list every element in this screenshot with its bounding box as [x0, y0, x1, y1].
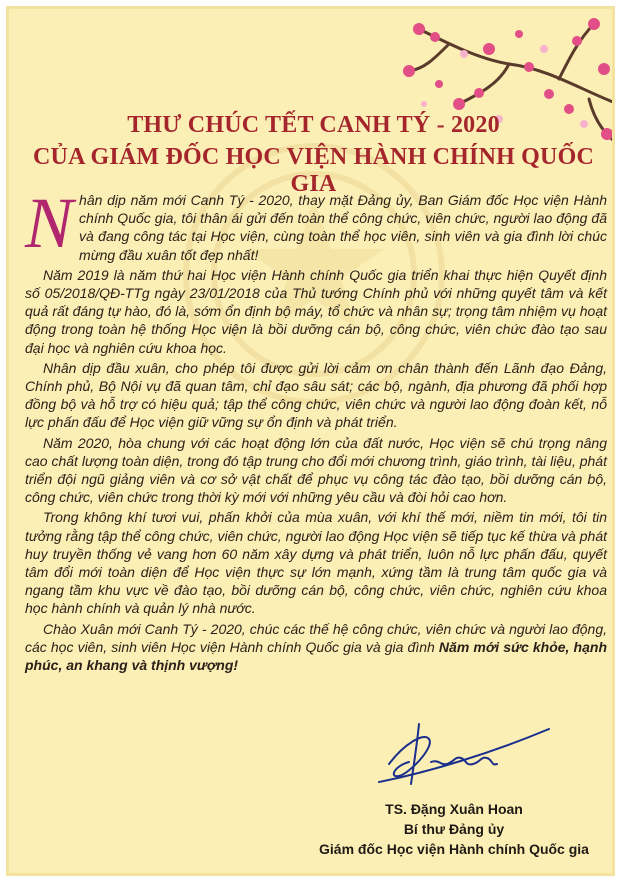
signature-block	[299, 799, 609, 859]
handwritten-signature-icon	[369, 714, 559, 794]
greeting-card	[6, 6, 615, 876]
paragraph-6	[25, 620, 607, 675]
paragraph-1-text: hân dịp năm mới Canh Tý - 2020, thay mặt Đảng ủy, Ban Giám đốc Học viện Hành chính Quốc gia, tôi thân ái gửi đến toàn thể công chức, viên chức, người lao động đã và đang công tác tại Học viện, cùng toàn thể học viên, sinh viên và gia đình lời chúc mừng đầu xuân tốt đẹp nhất!	[79, 192, 607, 263]
paragraph-3: Nhân dịp đầu xuân, cho phép tôi được gửi lời cảm ơn chân thành đến Lãnh đạo Đảng, Chính phủ, Bộ Nội vụ đã quan tâm, chỉ đạo sâu sát; các bộ, ngành, địa phương đã phối hợp đồng bộ và hỗ trợ có hiệu quả; tập thể công chức, viên chức và người lao động đoàn kết, nỗ lực phấn đấu để Học viện giữ vững sự ổn định và phát triển.	[25, 359, 607, 431]
paragraph-4: Năm 2020, hòa chung với các hoạt động lớn của đất nước, Học viện sẽ chú trọng nâng cao chất lượng toàn diện, trong đó tập trung cho đổi mới chương trình, giáo trình, tài liệu, phát triển đội ngũ giảng viên và cơ sở vật chất để phục vụ công tác đào tạo, bồi dưỡng cán bộ, công chức, viên chức trong thời kỳ mới với những yêu cầu và đòi hỏi cao hơn.	[25, 434, 607, 506]
signer-name: TS. Đặng Xuân Hoan	[385, 801, 523, 817]
letter-subtitle: CỦA GIÁM ĐỐC HỌC VIỆN HÀNH CHÍNH QUỐC GIA	[33, 144, 594, 197]
signer-role-1: Bí thư Đảng ủy	[403, 821, 505, 837]
signer-role-2: Giám đốc Học viện Hành chính Quốc gia	[319, 841, 589, 857]
letter-title: THƯ CHÚC TẾT CANH TÝ - 2020	[127, 112, 500, 138]
paragraph-6-text: Chào Xuân mới Canh Tý - 2020, chúc các thế hệ công chức, viên chức và người lao động, các học viên, sinh viên Học viện Hành chính Quốc gia và gia đình	[25, 620, 607, 655]
paragraph-5: Trong không khí tươi vui, phấn khởi của mùa xuân, với khí thế mới, niềm tin mới, tôi tin tưởng rằng tập thể công chức, viên chức, người lao động Học viện sẽ tiếp tục kế thừa và phát huy truyền thống vẻ vang hơn 60 năm xây dựng và phát triển, luôn nỗ lực phấn đấu, quyết tâm đổi mới toàn diện để Học viện thực sự lớn mạnh, xứng tầm là trung tâm quốc gia và ngang tầm khu vực về đào tạo, bồi dưỡng cán bộ, công chức, viên chức, nghiên cứu khoa học hành chính và quản lý nhà nước.	[25, 509, 607, 617]
paragraph-6-wishes: Năm mới sức khỏe, hạnh phúc, an khang và thịnh vượng!	[25, 638, 607, 674]
paragraph-1	[25, 183, 607, 264]
dropcap-letter: N	[25, 183, 74, 263]
paragraph-2: Năm 2019 là năm thứ hai Học viện Hành chính Quốc gia triển khai thực hiện Quyết định số 05/2018/QĐ-TTg ngày 23/01/2018 của Thủ tướng Chính phủ với những quyết tâm và kết quả rất đáng tự hào, đó là, sớm ổn định bộ máy, tổ chức và nhân sự; trọng tâm nhiệm vụ hoạt động trong toàn hệ thống Học viện là bồi dưỡng cán bộ, công chức, viên chức đào tạo sau đại học và nghiên cứu khoa học.	[25, 266, 607, 356]
letter-body	[25, 183, 607, 676]
